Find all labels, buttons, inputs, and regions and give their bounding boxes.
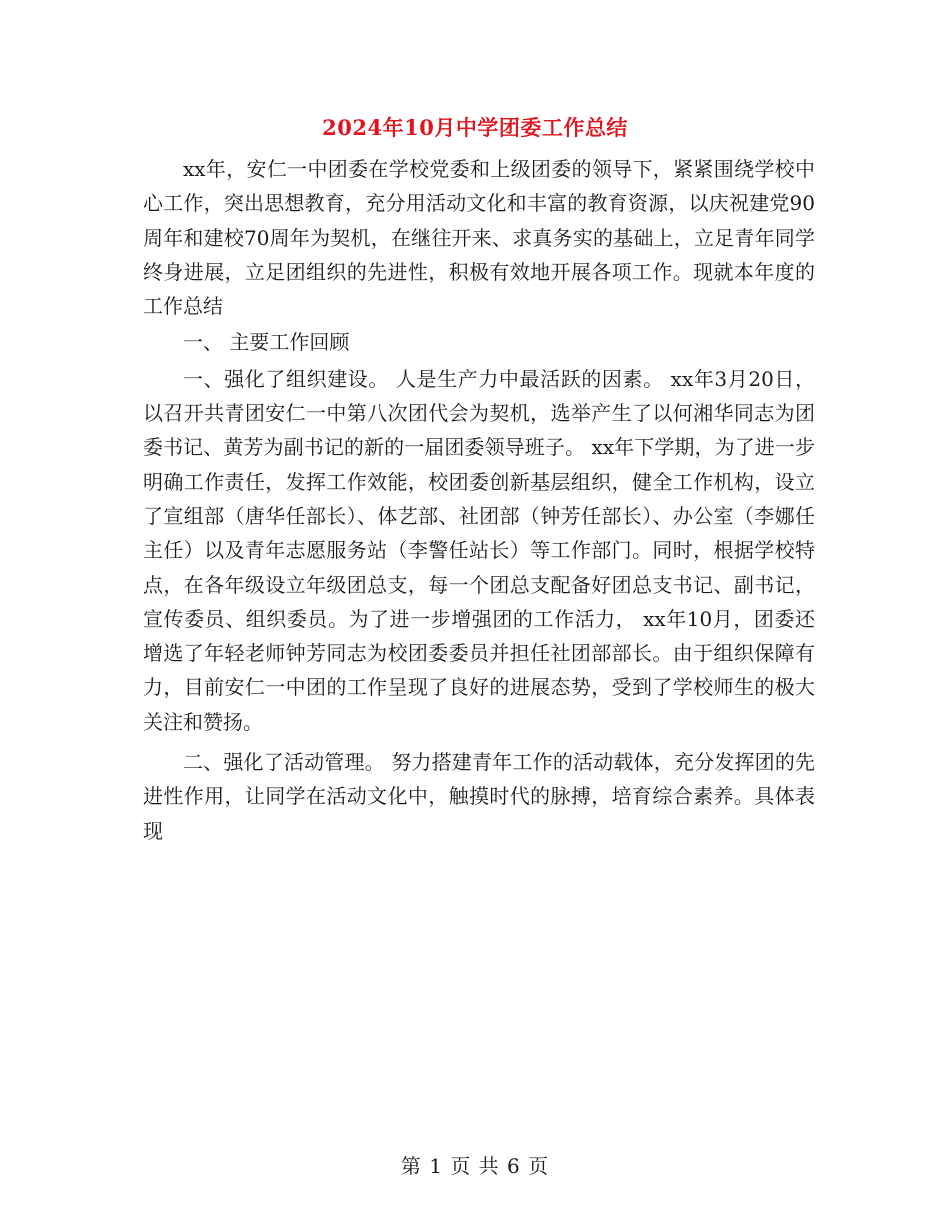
section-heading: 一、 主要工作回顾 bbox=[183, 330, 350, 355]
activity-paragraph: 二、强化了活动管理。 努力搭建青年工作的活动载体，充分发挥团的先进性作用，让同学在活动文化中，触摸时代的脉搏，培育综合素养。具体表现 bbox=[143, 750, 815, 843]
document-title: 2024年10月中学团委工作总结 bbox=[322, 115, 628, 140]
page-number: 第 1 页 共 6 页 bbox=[400, 1154, 550, 1178]
document-body bbox=[143, 152, 815, 848]
organization-paragraph: 一、强化了组织建设。 人是生产力中最活跃的因素。 xx年3月20日，以召开共青团安仁一中第八次团代会为契机，选举产生了以何湘华同志为团委书记、黄芳为副书记的新的一届团委领导班子。 xx年下学期，为了进一步明确工作责任，发挥工作效能，校团委创新基层组织，健全工作机构，设立了宣组部（唐华任部长）、体艺部、社团部（钟芳任部长）、办公室（李娜任主任）以及青年志愿服务站（李警任站长）等工作部门。同时，根据学校特点，在各年级设立年级团总支，每一个团总支配备好团总支书记、副书记，宣传委员、组织委员。为了进一步增强团的工作活力， xx年10月，团委还增选了年轻老师钟芳同志为校团委委员并担任社团部部长。由于组织保障有力，目前安仁一中团的工作呈现了良好的进展态势，受到了学校师生的极大关注和赞扬。 bbox=[143, 366, 815, 734]
intro-paragraph: xx年，安仁一中团委在学校党委和上级团委的领导下，紧紧围绕学校中心工作，突出思想教育，充分用活动文化和丰富的教育资源，以庆祝建党90周年和建校70周年为契机，在继往开来、求真务实的基础上，立足青年同学终身进展，立足团组织的先进性，积极有效地开展各项工作。现就本年度的工作总结 bbox=[143, 157, 815, 319]
